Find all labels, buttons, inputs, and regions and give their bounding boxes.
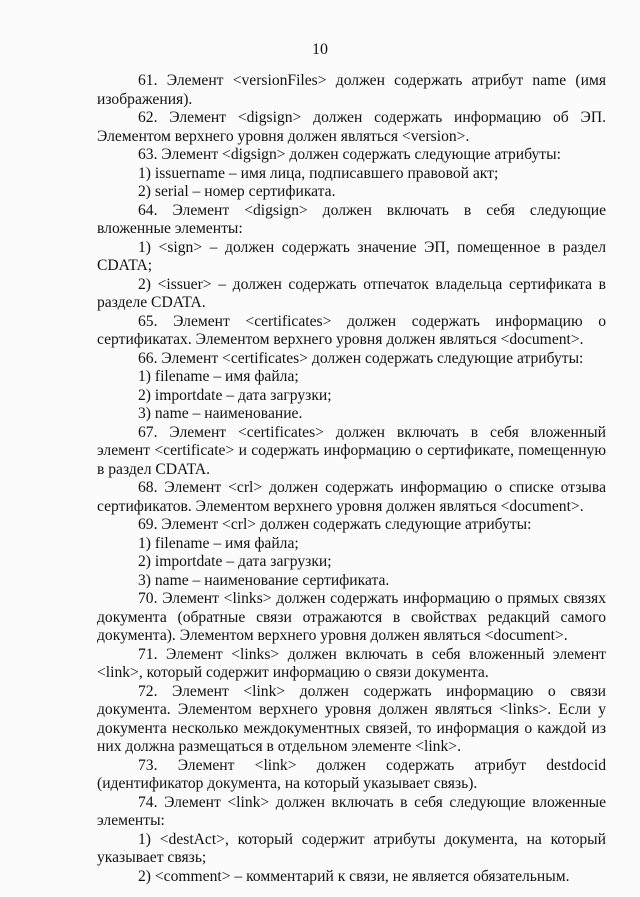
list-item: 2) importdate – дата загрузки; xyxy=(138,386,332,404)
list-item: 3) name – наименование. xyxy=(138,405,303,422)
paragraph: 63. Элемент <digsign> должен содержать следующие атрибуты: xyxy=(138,146,561,163)
list-item: 2) serial – номер сертификата. xyxy=(138,183,336,200)
list-item: 2) <comment> – комментарий к связи, не является обязательным. xyxy=(138,867,570,885)
paragraph: 66. Элемент <certificates> должен содержать следующие атрибуты: xyxy=(138,349,584,367)
paragraph: 68. Элемент <crl> должен содержать информацию о списке отзыва сертификатов. Элементом верхнего уровня должен являться <document>. xyxy=(97,479,606,515)
paragraph: 64. Элемент <digsign> должен включать в себя следующие вложенные элементы: xyxy=(97,201,606,237)
paragraph: 73. Элемент <link> должен содержать атрибут destdocid (идентификатор документа, на который указывает связь). xyxy=(97,756,606,792)
list-item: 1) filename – имя файла; xyxy=(138,368,299,385)
paragraph: 62. Элемент <digsign> должен содержать информацию об ЭП. Элементом верхнего уровня должен являться <version>. xyxy=(97,109,606,145)
paragraph: 72. Элемент <link> должен содержать информацию о связи документа. Элементом верхнего уровня должен являться <links>. Если у документа несколько междокументных связей, то информация о каждой из них должна размещаться в отдельном элементе <link>. xyxy=(97,682,606,755)
paragraph: 71. Элемент <links> должен включать в себя вложенный элемент <link>, который содержит информацию о связи документа. xyxy=(97,645,606,681)
paragraph: 61. Элемент <versionFiles> должен содержать атрибут name (имя изображения). xyxy=(97,72,606,108)
paragraph: 67. Элемент <certificates> должен включать в себя вложенный элемент <certificate> и содержать информацию о сертификате, помещенную в раздел CDATA. xyxy=(97,423,606,478)
list-item: 2) <issuer> – должен содержать отпечаток владельца сертификата в разделе CDATA. xyxy=(97,275,606,311)
document-body xyxy=(97,72,606,886)
paragraph: 65. Элемент <certificates> должен содержать информацию о сертификатах. Элементом верхнего уровня должен являться <document>. xyxy=(97,312,606,348)
list-item: 1) filename – имя файла; xyxy=(138,534,299,552)
list-item: 3) name – наименование сертификата. xyxy=(138,571,390,589)
list-item: 2) importdate – дата загрузки; xyxy=(138,553,332,570)
page-number: 10 xyxy=(312,41,328,58)
list-item: 1) <sign> – должен содержать значение ЭП, помещенное в раздел CDATA; xyxy=(97,238,606,274)
paragraph: 74. Элемент <link> должен включать в себя следующие вложенные элементы: xyxy=(97,793,606,829)
list-item: 1) <destAct>, который содержит атрибуты документа, на который указывает связь; xyxy=(97,830,606,866)
paragraph: 70. Элемент <links> должен содержать информацию о прямых связях документа (обратные связи отражаются в свойствах редакций самого документа). Элементом верхнего уровня должен являться <document>. xyxy=(97,590,606,644)
list-item: 1) issuername – имя лица, подписавшего правовой акт; xyxy=(138,164,499,182)
paragraph: 69. Элемент <crl> должен содержать следующие атрибуты: xyxy=(138,516,532,533)
